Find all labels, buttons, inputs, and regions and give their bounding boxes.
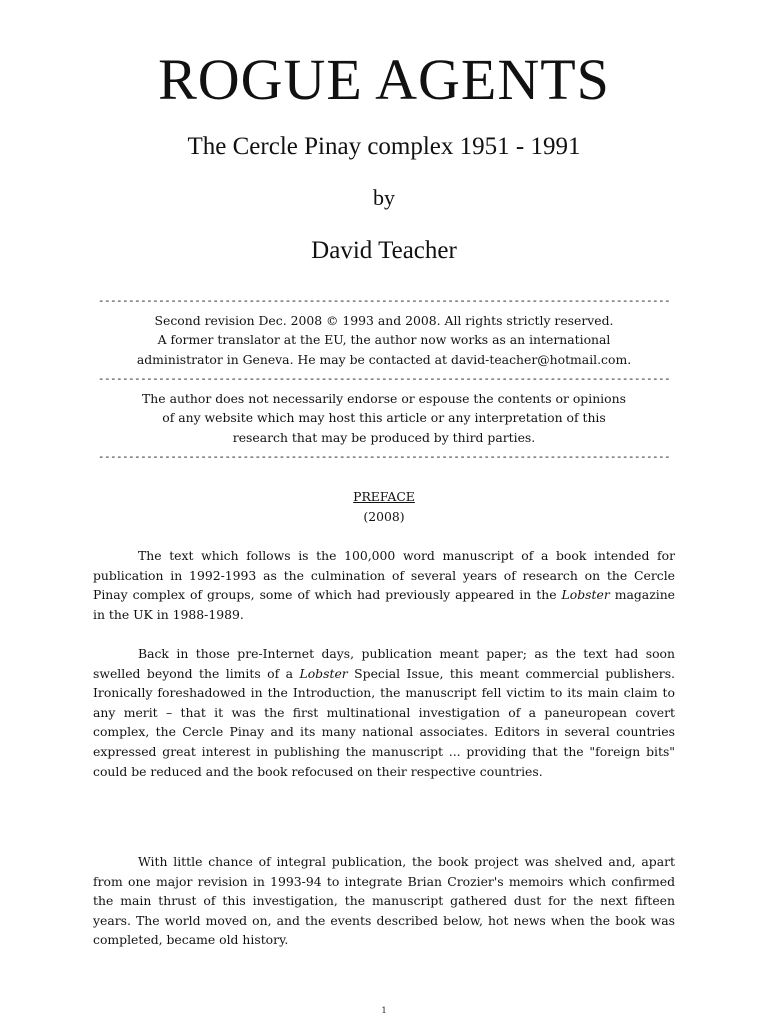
- preface-heading: [0, 487, 768, 526]
- divider-line: -----------------------------------------------------------------------------------------------: [97, 372, 671, 385]
- copyright-notice: [90, 291, 678, 467]
- preface-paragraph: [93, 852, 675, 950]
- paragraph-text: Special Issue, this meant commercial publishers. Ironically foreshadowed in the Introduction, the manuscript fell victim to its main claim to any merit – that it was the first multinational investigation of a paneuropean covert complex, the Cercle Pinay and its many national associates. Editors in several countries expressed great interest in publishing the manuscript ... providing that the "foreign bits" could be reduced and the book refocused on their respective countries.: [93, 665, 675, 779]
- paragraph-text: Back in those pre-Internet days, publication meant paper; as the text had soon swelled beyond the limits of a: [93, 646, 675, 681]
- paragraph-emphasis: Lobster: [299, 665, 348, 681]
- disclaimer-line: research that may be produced by third parties.: [232, 429, 536, 445]
- disclaimer-line: of any website which may host this article or any interpretation of this: [162, 410, 606, 425]
- paragraph-text: The text which follows is the 100,000 word manuscript of a book intended for publication in 1992-1993 as the culmination of several years of research on the Cercle Pinay complex of groups, some of which had previously appeared in the: [93, 548, 675, 603]
- preface-paragraph: [93, 546, 675, 624]
- divider-line: -----------------------------------------------------------------------------------------------: [97, 450, 671, 463]
- author-name: David Teacher: [311, 237, 457, 264]
- page-number: 1: [381, 1006, 387, 1015]
- disclaimer-line: The author does not necessarily endorse or espouse the contents or opinions: [142, 390, 626, 406]
- notice-line: administrator in Geneva. He may be contacted at david-teacher@hotmail.com.: [136, 351, 632, 367]
- notice-line: Second revision Dec. 2008 © 1993 and 2008. All rights strictly reserved.: [154, 312, 614, 328]
- preface-paragraph: [93, 644, 675, 781]
- document-subtitle: The Cercle Pinay complex 1951 - 1991: [187, 133, 581, 160]
- paragraph-text: magazine in the UK in 1988-1989.: [93, 587, 676, 622]
- notice-line: A former translator at the EU, the author now works as an international: [157, 332, 611, 347]
- byline-by: by: [373, 185, 395, 210]
- preface-title: PREFACE: [353, 489, 415, 504]
- document-title: ROGUE AGENTS: [158, 47, 610, 112]
- paragraph-text: With little chance of integral publication, the book project was shelved and, apart from one major revision in 1993-94 to integrate Brian Crozier's memoirs which confirmed the main thrust of this investigation, the manuscript gathered dust for the next fifteen years. The world moved on, and the events described below, hot news when the book was completed, became old history.: [93, 854, 675, 948]
- preface-year: (2008): [363, 508, 405, 524]
- divider-line: -----------------------------------------------------------------------------------------------: [97, 294, 671, 307]
- paragraph-emphasis: Lobster: [561, 587, 610, 603]
